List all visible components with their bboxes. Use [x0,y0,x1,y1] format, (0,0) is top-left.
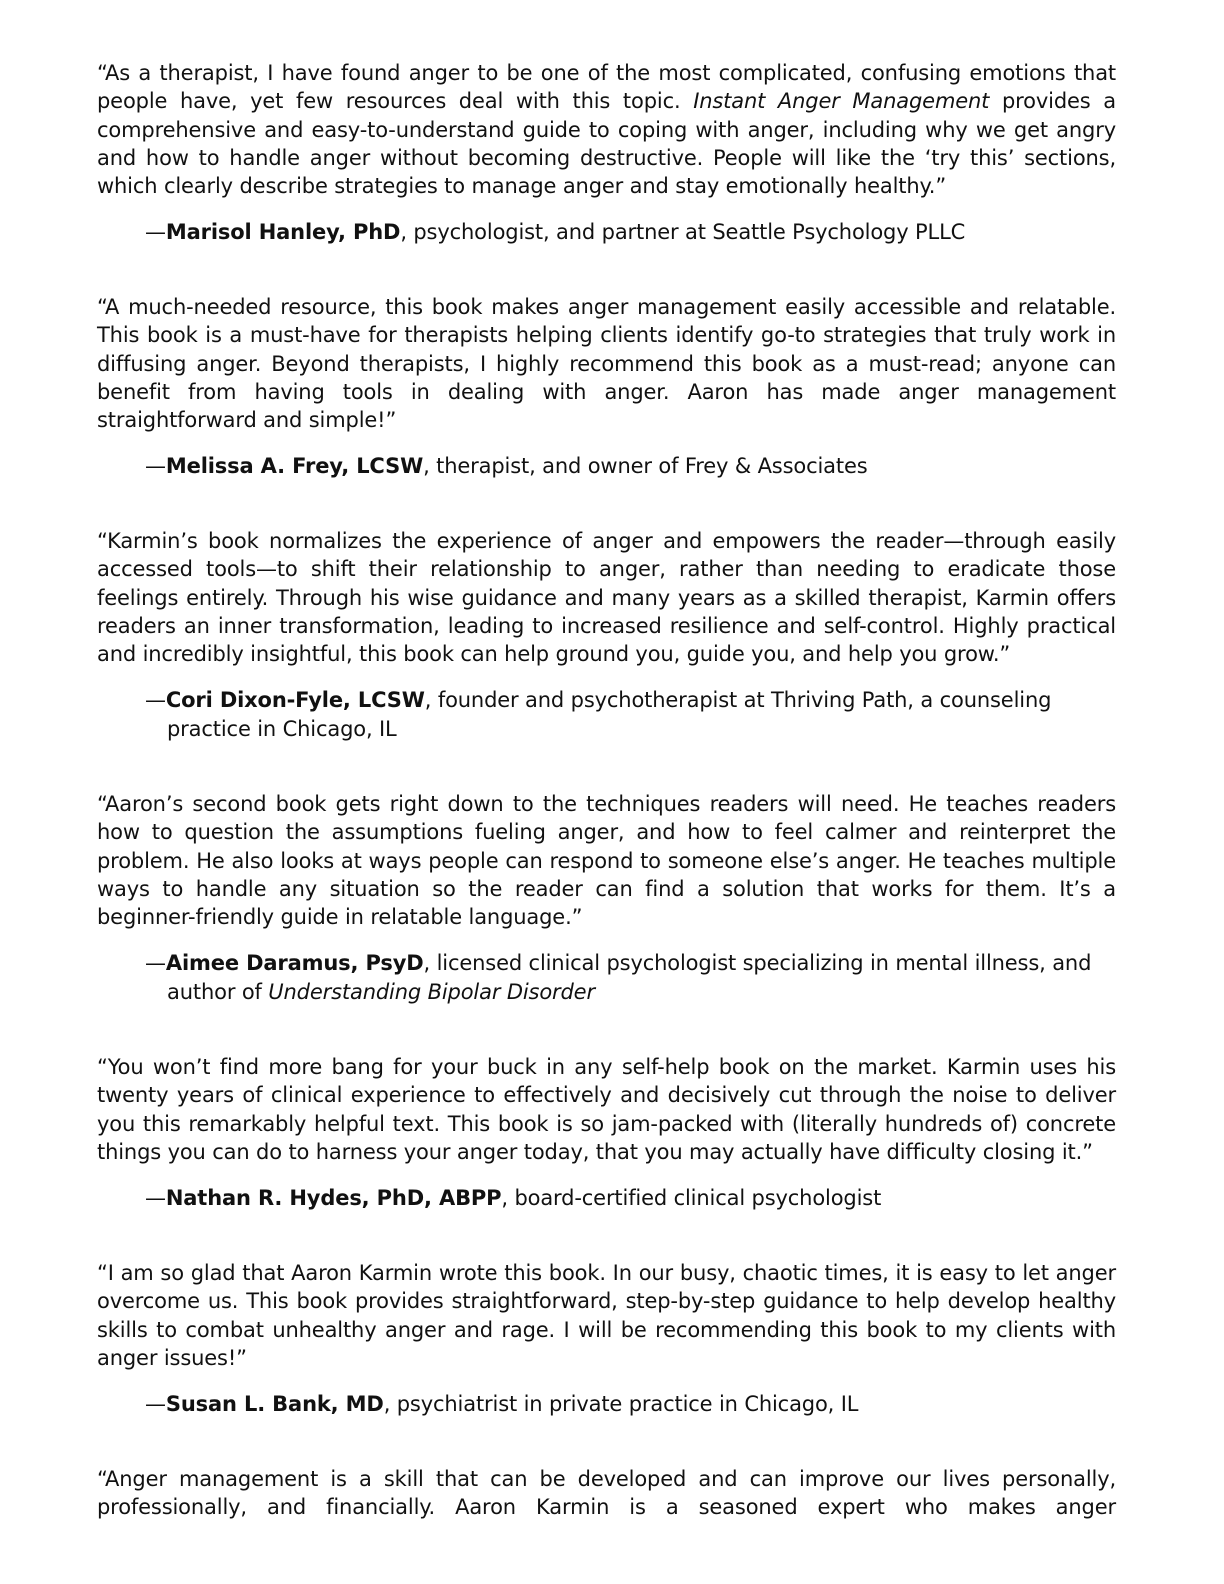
quote-text: “As a therapist, I have found anger to be one of the most complicated, confusing emotions that people have, yet few resources deal with this topic. [97,61,1116,114]
em-dash: — [145,951,166,976]
endorser-name: Melissa A. Frey, LCSW [165,454,424,479]
endorsement [97,1465,1116,1522]
em-dash: — [145,688,166,713]
endorser-credentials: , psychiatrist in private practice in Chicago, IL [383,1392,859,1417]
endorsement-quote: “Aaron’s second book gets right down to the techniques readers will need. He teaches readers how to question the assumptions fueling anger, and how to feel calmer and reinterpret the problem. He also looks at ways people can respond to someone else’s anger. He teaches multiple ways to handle any situation so the reader can find a solution that works for them. It’s a beginner-friendly guide in relatable language.” [97,792,1116,930]
endorser-credentials: , therapist, and owner of Frey & Associates [423,454,868,479]
book-title: Understanding Bipolar Disorder [268,979,595,1004]
endorser-credentials: , board-certified clinical psychologist [501,1186,882,1211]
em-dash: — [145,454,166,479]
endorser-name: Cori Dixon-Fyle, LCSW [165,688,425,713]
em-dash: — [145,1392,166,1417]
endorsement-quote [97,59,1116,200]
endorser-name: Aimee Daramus, PsyD [165,951,424,976]
endorser-credentials: , founder and psychotherapist at Thriving Path, a counseling practice in Chicago, IL [167,688,1052,741]
endorser-name: Nathan R. Hydes, PhD, ABPP [165,1186,502,1211]
endorsement [97,1053,1116,1212]
endorsement [97,790,1116,1006]
endorsement-quote: “You won’t find more bang for your buck in any self-help book on the market. Karmin uses his twenty years of clinical experience to effectively and decisively cut through the noise to deliver you this remarkably helpful text. This book is so jam-packed with (literally hundreds of) concrete things you can do to harness your anger today, that you may actually have difficulty closing it.” [97,1055,1116,1164]
endorser-credentials: , licensed clinical psychologist specializing in mental illness, and author of [167,951,1092,1004]
endorsement-attribution [97,218,1116,246]
endorsement-attribution [97,452,1116,480]
endorsement-attribution [97,686,1116,743]
em-dash: — [145,1186,166,1211]
endorsement [97,1259,1116,1418]
endorser-name: Susan L. Bank, MD [165,1392,384,1417]
endorsement-attribution [97,1390,1116,1418]
endorsement-quote: “Karmin’s book normalizes the experience of anger and empowers the reader—through easily accessed tools—to shift their relationship to anger, rather than needing to eradicate those feelings entirely. Through his wise guidance and many years as a skilled therapist, Karmin offers readers an inner transformation, leading to increased resilience and self-control. Highly practical and incredibly insightful, this book can help ground you, guide you, and help you grow.” [97,529,1116,667]
book-title: Instant Anger Management [693,89,990,114]
endorsement [97,293,1116,481]
endorsement-attribution [97,1184,1116,1212]
endorser-credentials: , psychologist, and partner at Seattle Psychology PLLC [400,220,966,245]
endorsement-quote: “A much-needed resource, this book makes anger management easily accessible and relatable. This book is a must-have for therapists helping clients identify go-to strategies that truly work in diffusing anger. Beyond therapists, I highly recommend this book as a must-read; anyone can benefit from having tools in dealing with anger. Aaron has made anger management straightforward and simple!” [97,295,1116,433]
endorsement-attribution [97,949,1116,1006]
em-dash: — [145,220,166,245]
endorsement [97,59,1116,247]
endorsement-quote: “Anger management is a skill that can be developed and can improve our lives personally, professionally, and financially. Aaron Karmin is a seasoned expert who makes anger [97,1467,1116,1520]
endorser-name: Marisol Hanley, PhD [165,220,401,245]
quote-text: provides a comprehensive and easy-to-understand guide to coping with anger, including why we get angry and how to handle anger without becoming destructive. People will like the ‘try this’ sections, which clearly describe strategies to manage anger and stay emotionally healthy.” [97,89,1116,199]
endorsement-quote: “I am so glad that Aaron Karmin wrote this book. In our busy, chaotic times, it is easy to let anger overcome us. This book provides straightforward, step-by-step guidance to help develop healthy skills to combat unhealthy anger and rage. I will be recommending this book to my clients with anger issues!” [97,1261,1116,1370]
endorsement [97,527,1116,743]
